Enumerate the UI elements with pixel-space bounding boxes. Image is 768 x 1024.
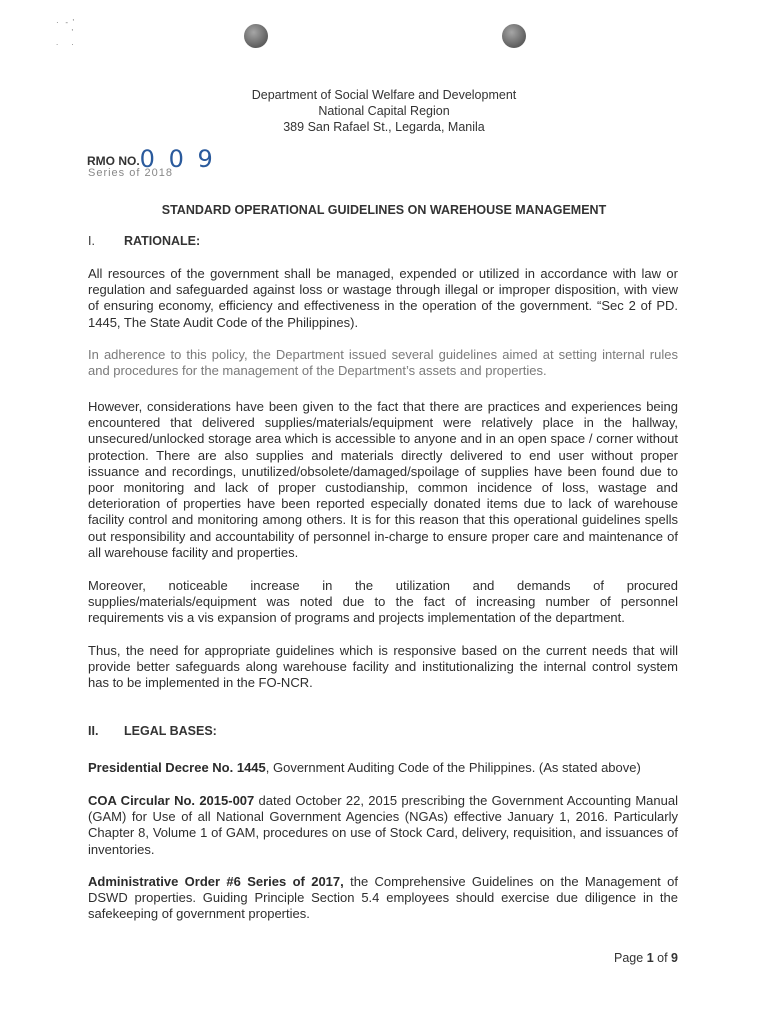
memo-label: RMO NO.: [87, 154, 140, 168]
section-number: II.: [88, 724, 99, 738]
section-title: RATIONALE:: [124, 234, 201, 248]
punch-hole-right: [502, 24, 526, 48]
rationale-paragraph-4: Moreover, noticeable increase in the utilization and demands of procured supplies/materials/equipment was noted due to the fact of increasing number of personnel requirements vis a vis expansion of programs and projects implementation of the department.: [88, 578, 678, 626]
letterhead: [0, 87, 768, 135]
legal-basis-title: Presidential Decree No. 1445: [88, 760, 266, 775]
section-heading-rationale: [88, 234, 200, 248]
legal-basis-title: Administrative Order #6 Series of 2017,: [88, 874, 344, 889]
section-title: LEGAL BASES:: [124, 724, 217, 738]
rationale-paragraph-1: All resources of the government shall be managed, expended or utilized in accordance with law or regulation and safeguarded against loss or wastage through illegal or improper disposition, with view of ensuring economy, efficiency and effectiveness in the operation of the government. “Sec 2 of PD. 1445, The State Audit Code of the Philippines).: [88, 266, 678, 330]
scan-specks: · - ' ' . .: [56, 18, 74, 47]
legal-basis-admin-order: [88, 874, 678, 923]
rationale-paragraph-5: Thus, the need for appropriate guidelines which is responsive based on the current needs that will provide better safeguards along warehouse facility and institutionalizing the internal control system has to be implemented in the FO-NCR.: [88, 643, 678, 691]
letterhead-department: Department of Social Welfare and Development: [251, 88, 517, 102]
memo-series: Series of 2018: [88, 167, 173, 179]
page-current: 1: [646, 951, 654, 965]
legal-basis-pd1445: [88, 760, 678, 776]
memo-handwritten-number: 0 0 9: [139, 145, 216, 173]
letterhead-address: 389 San Rafael St., Legarda, Manila: [283, 120, 485, 134]
page-number: [614, 951, 678, 965]
rationale-paragraph-2: In adherence to this policy, the Department issued several guidelines aimed at setting internal rules and procedures for the management of the Department’s assets and properties.: [88, 347, 678, 379]
section-heading-legal-bases: [88, 724, 217, 738]
legal-basis-text: the Comprehensive Guidelines on the Management of DSWD properties. Guiding Principle Section 5.4 employees should exercise due diligence in the safekeeping of government properties.: [88, 874, 678, 922]
legal-basis-title: COA Circular No. 2015-007: [88, 793, 255, 808]
document-title: STANDARD OPERATIONAL GUIDELINES ON WAREHOUSE MANAGEMENT: [161, 203, 607, 217]
rationale-paragraph-3: However, considerations have been given to the fact that there are practices and experiences being encountered that delivered supplies/materials/equipment were relatively place in the hallway, unsecured/unlocked storage area which is accessible to anyone and in an open space / corner without protection. There are also supplies and materials directly delivered to end user without proper issuance and recordings, unutilized/obsolete/damaged/spoilage of supplies have been found due to poor monitoring and lack of proper custodianship, common incidence of loss, wastage and deterioration of properties have been reported especially donated items due to lack of warehouse facility control and monitoring among others. It is for this reason that this operational guidelines spells out responsibility and accountability of personnel in-charge to ensure proper care and maintenance of all warehouse facility and properties.: [88, 399, 678, 560]
section-number: I.: [88, 234, 95, 248]
page-label: Page: [614, 951, 644, 965]
legal-basis-text: dated October 22, 2015 prescribing the Government Accounting Manual (GAM) for Use of all National Government Agencies (NGAs) effective January 1, 2016. Particularly Chapter 8, Volume 1 of GAM, procedures on use of Stock Card, delivery, requisition, and issuances of inventories.: [88, 793, 678, 857]
legal-basis-text: , Government Auditing Code of the Philippines. (As stated above): [265, 760, 641, 775]
page-total: 9: [671, 951, 678, 965]
legal-basis-coa-circular: [88, 793, 678, 858]
letterhead-region: National Capital Region: [318, 104, 450, 118]
punch-hole-left: [244, 24, 268, 48]
page-of: of: [657, 951, 668, 965]
